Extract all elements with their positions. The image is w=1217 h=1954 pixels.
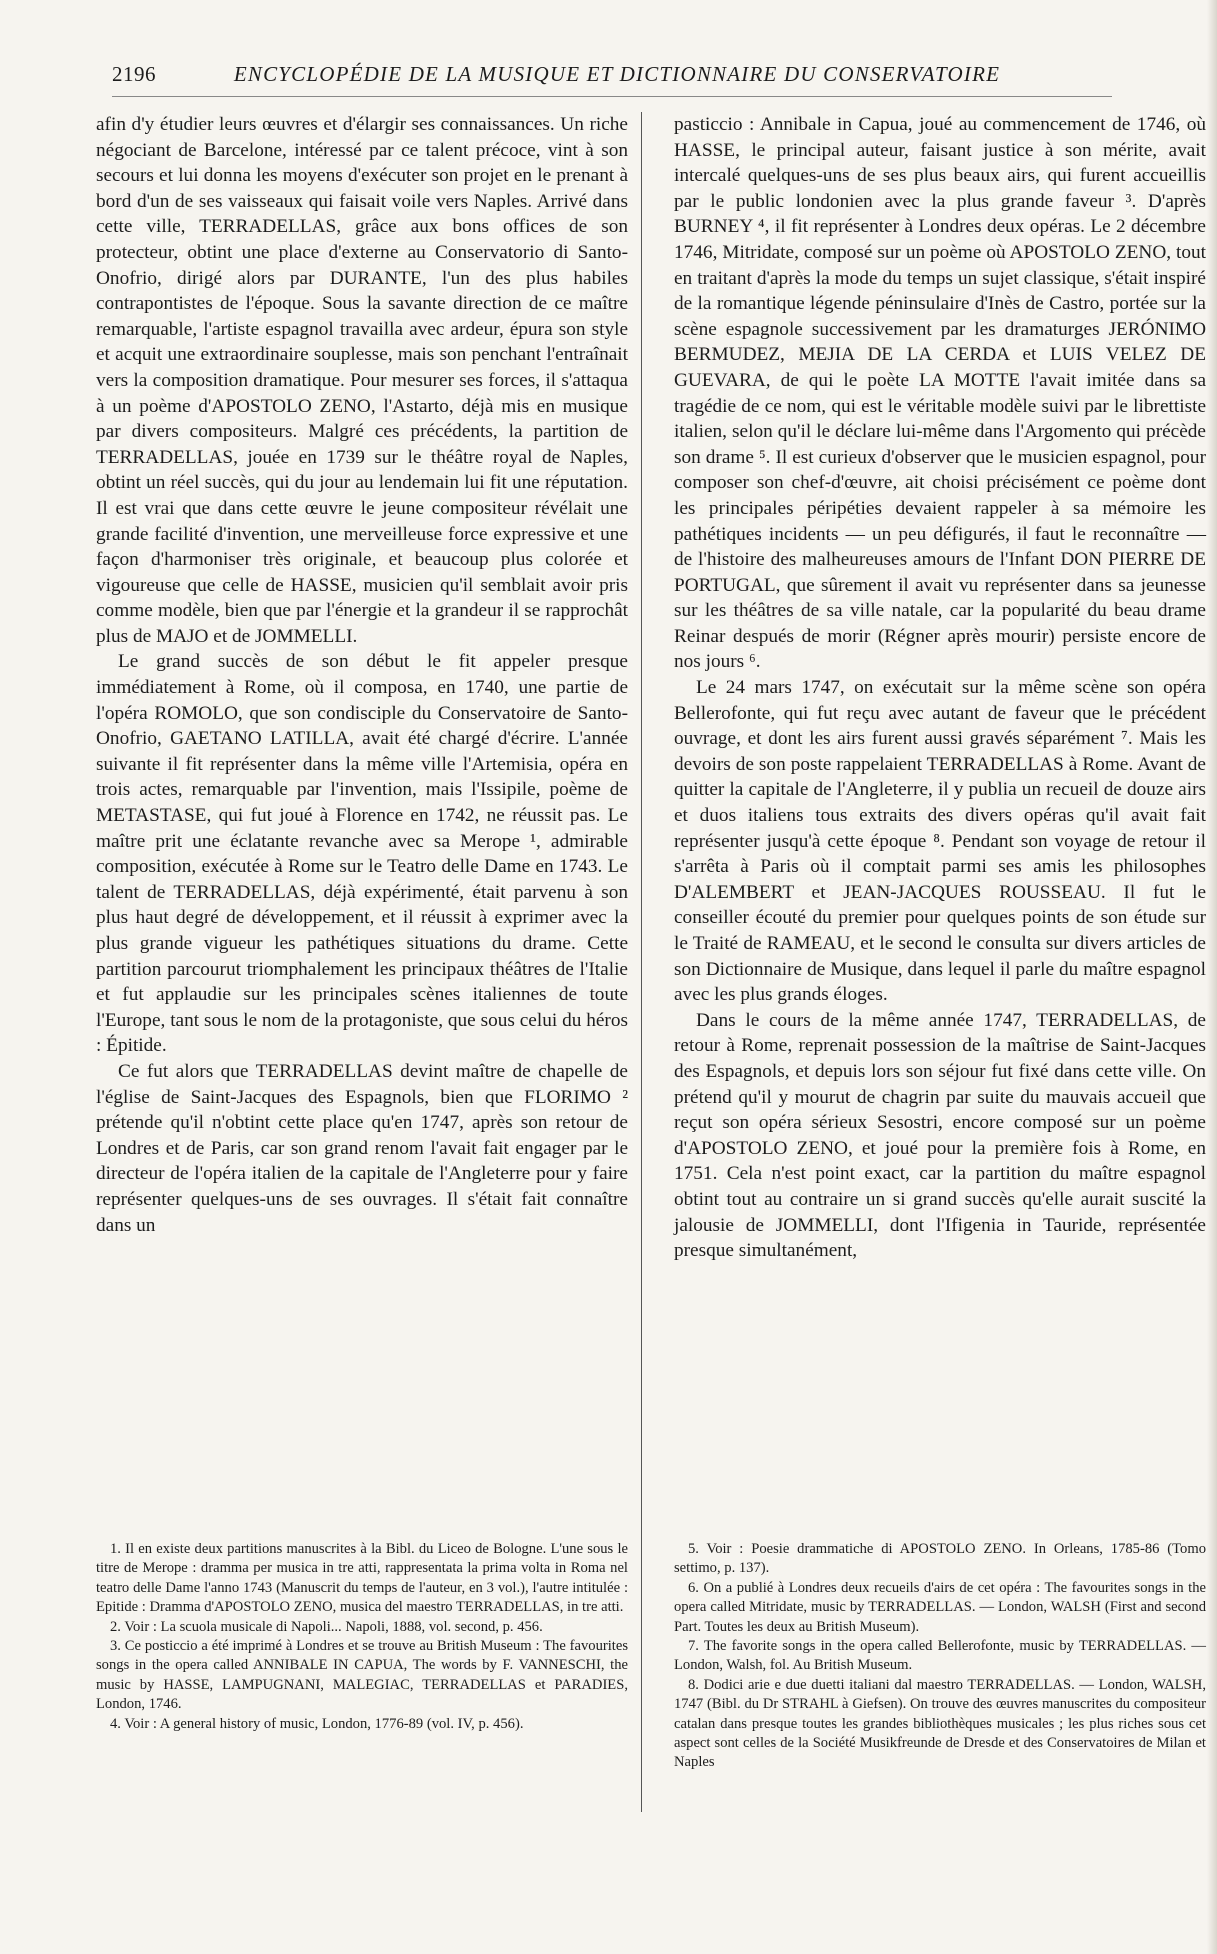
footnote: 7. The favorite songs in the opera called Bellerofonte, music by TERRADELLAS. — London, Walsh, fol. Au British Museum. — [674, 1638, 1206, 1674]
footnote: 6. On a publié à Londres deux recueils d'airs de cet opéra : The favourites songs in the opera called Mitridate, music by TERRADELLAS. — London, WALSH (First and second Part. Toutes les deux au British Museum). — [674, 1579, 1206, 1635]
footnote: 4. Voir : A general history of music, London, 1776-89 (vol. IV, p. 456). — [110, 1715, 524, 1732]
footnotes — [96, 1540, 1206, 1870]
right-column — [674, 112, 1206, 1532]
footnote: 8. Dodici arie e due duetti italiani dal maestro TERRADELLAS. — London, WALSH, 1747 (Bibl. du Dr STRAHL à Giefsen). On trouve des œuvres manuscrites du compositeur catalan dans presque toutes les grandes bibliothèques musicales ; les plus riches sous cet aspect sont celles de la Société Musikfreunde de Dresde et des Conservatoires de Milan et Naples — [674, 1676, 1206, 1771]
paragraph: afin d'y étudier leurs œuvres et d'élargir ses connaissances. Un riche négociant de Barcelone, intéressé par ce talent précoce, vint à son secours et lui donna les moyens d'exécuter son projet en le prenant à bord d'un de ses vaisseaux qui faisait voile vers Naples. Arrivé dans cette ville, TERRADELLAS, grâce aux bons offices de son protecteur, obtint une place d'externe au Conservatorio di Santo-Onofrio, dirigé alors par DURANTE, l'un des plus habiles contrapontistes de l'époque. Sous la savante direction de ce maître remarquable, l'artiste espagnol travailla avec ardeur, épura son style et acquit une extraordinaire souplesse, mais son penchant l'entraînait vers la composition dramatique. Pour mesurer ses forces, il s'attaqua à un poème d'APOSTOLO ZENO, l'Astarto, déjà mis en musique par divers compositeurs. Malgré ces précédents, la partition de TERRADELLAS, jouée en 1739 sur le théâtre royal de Naples, obtint un réel succès, qui du jour au lendemain lui fit une réputation. Il est vrai que dans cette œuvre le jeune compositeur révélait une grande facilité d'invention, une merveilleuse force expressive et une façon d'harmoniser très originale, et beaucoup plus colorée et vigoureuse que celle de HASSE, musicien qu'il semblait avoir pris comme modèle, bien que par l'énergie et la grandeur il se rapprochât plus de MAJO et de JOMMELLI. — [96, 114, 628, 647]
paragraph: Le 24 mars 1747, on exécutait sur la même scène son opéra Bellerofonte, qui fut reçu avec autant de faveur que le précédent ouvrage, et dont les airs furent aussi gravés séparément ⁷. Mais les devoirs de son poste rappelaient TERRADELLAS à Rome. Avant de quitter la capitale de l'Angleterre, il y publia un recueil de douze airs et duos italiens tous extraits des divers opéras qu'il avait fait représenter jusqu'à cette époque ⁸. Pendant son voyage de retour il s'arrêta à Paris où il comptait parmi ses amis les philosophes D'ALEMBERT et JEAN-JACQUES ROUSSEAU. Il fut le conseiller écouté du premier pour quelques points de son étude sur le Traité de RAMEAU, et le second le consulta sur divers articles de son Dictionnaire de Musique, dans lequel il parle du maître espagnol avec les plus grands éloges. — [674, 677, 1206, 1006]
paragraph: Ce fut alors que TERRADELLAS devint maître de chapelle de l'église de Saint-Jacques des Espagnols, bien que FLORIMO ² prétende qu'il n'obtint cette place qu'en 1747, après son retour de Londres et de Paris, car son grand renom l'avait fait engager par le directeur de l'opéra italien de la capitale de l'Angleterre pour y faire représenter quelques-uns de ses ouvrages. Il s'était fait connaître dans un — [96, 1060, 628, 1236]
running-title: ENCYCLOPÉDIE DE LA MUSIQUE ET DICTIONNAIRE DU CONSERVATOIRE — [233, 62, 1001, 86]
footnote: 1. Il en existe deux partitions manuscrites à la Bibl. du Liceo de Bologne. L'une sous le titre de Merope : dramma per musica in tre atti, rappresentata la prima volta in Roma nel teatro delle Dame l'anno 1743 (Manuscrit du temps de l'auteur, en 3 vol.), l'autre intitulée : Epitide : Dramma d'APOSTOLO ZENO, musica del maestro TERRADELLAS, in tre atti. — [96, 1541, 628, 1616]
footnotes-right — [674, 1540, 1206, 1870]
footnote: 5. Voir : Poesie drammatiche di APOSTOLO ZENO. In Orleans, 1785-86 (Tomo settimo, p. 137). — [674, 1541, 1206, 1577]
footnote: 3. Ce posticcio a été imprimé à Londres et se trouve au British Museum : The favourites songs in the opera called ANNIBALE IN CAPUA, The words by F. VANNESCHI, the music by HASSE, LAMPUGNANI, MALEGIAC, TERRADELLAS et PARADIES, London, 1746. — [96, 1638, 628, 1713]
paragraph: Le grand succès de son début le fit appeler presque immédiatement à Rome, où il composa, en 1740, une partie de l'opéra ROMOLO, que son condisciple du Conservatoire de Santo-Onofrio, GAETANO LATILLA, avait été chargé d'écrire. L'année suivante il fit représenter dans la même ville l'Artemisia, opéra en trois actes, remarquable par l'invention, mais l'Issipile, poème de METASTASE, qui fut joué à Florence en 1742, ne réussit pas. Le maître prit une éclatante revanche avec sa Merope ¹, admirable composition, exécutée à Rome sur le Teatro delle Dame en 1743. Le talent de TERRADELLAS, déjà expérimenté, était parvenu à son plus haut degré de développement, et il réussit à exprimer avec la plus grande vigueur les pathétiques situations du drame. Cette partition parcourut triomphalement les principaux théâtres de l'Italie et fut applaudie sur les principales scènes italiennes de toute l'Europe, tant sous le nom de la protagoniste, que sous celui du héros : Épitide. — [96, 651, 628, 1057]
footnote: 2. Voir : La scuola musicale di Napoli... Napoli, 1888, vol. second, p. 456. — [110, 1618, 543, 1635]
page-number: 2196 — [112, 62, 156, 86]
paragraph: pasticcio : Annibale in Capua, joué au commencement de 1746, où HASSE, le principal auteur, faisant justice à son mérite, avait intercalé quelques-uns de ses plus beaux airs, qui furent accueillis par le public londonien avec la plus grande faveur ³. D'après BURNEY ⁴, il fit représenter à Londres deux opéras. Le 2 décembre 1746, Mitridate, composé sur un poème où APOSTOLO ZENO, tout en traitant d'après la mode du temps un sujet classique, s'était inspiré de la romantique légende péninsulaire d'Inès de Castro, portée sur la scène espagnole successivement par les dramaturges JERÓNIMO BERMUDEZ, MEJIA DE LA CERDA et LUIS VELEZ DE GUEVARA, de qui le poète LA MOTTE l'avait imitée dans sa tragédie de ce nom, qui est le véritable modèle suivi par le librettiste italien, selon qu'il le déclare lui-même dans l'Argomento qui précède son drame ⁵. Il est curieux d'observer que le musicien espagnol, pour composer son chef-d'œuvre, ait choisi précisément ce poème dont les principales péripéties devaient rappeler à sa mémoire les pathétiques incidents — un peu défigurés, il faut le reconnaître — de l'histoire des malheureuses amours de l'Infant DON PIERRE DE PORTUGAL, que sûrement il avait vu représenter dans sa jeunesse sur les théâtres de sa ville natale, car la popularité du beau drame Reinar después de morir (Régner après mourir) persiste encore de nos jours ⁶. — [674, 114, 1206, 673]
paragraph: Dans le cours de la même année 1747, TERRADELLAS, de retour à Rome, reprenait possession de la maîtrise de Saint-Jacques des Espagnols, et depuis lors son séjour fut fixé dans cette ville. On prétend qu'il y mourut de chagrin par suite du mauvais accueil que reçut son opéra sérieux Sesostri, encore composé sur un poème d'APOSTOLO ZENO, et joué pour la première fois à Rome, en 1751. Cela n'est point exact, car la partition du maître espagnol obtint tout au contraire un si grand succès qu'elle aurait suscité la jalousie de JOMMELLI, dont l'Ifigenia in Tauride, représentée presque simultanément, — [674, 1009, 1206, 1262]
left-column — [96, 112, 628, 1532]
page-edge-shadow — [1207, 0, 1217, 1954]
footnotes-left — [96, 1540, 628, 1870]
body-columns — [96, 112, 1206, 1532]
page-header — [112, 62, 1112, 97]
